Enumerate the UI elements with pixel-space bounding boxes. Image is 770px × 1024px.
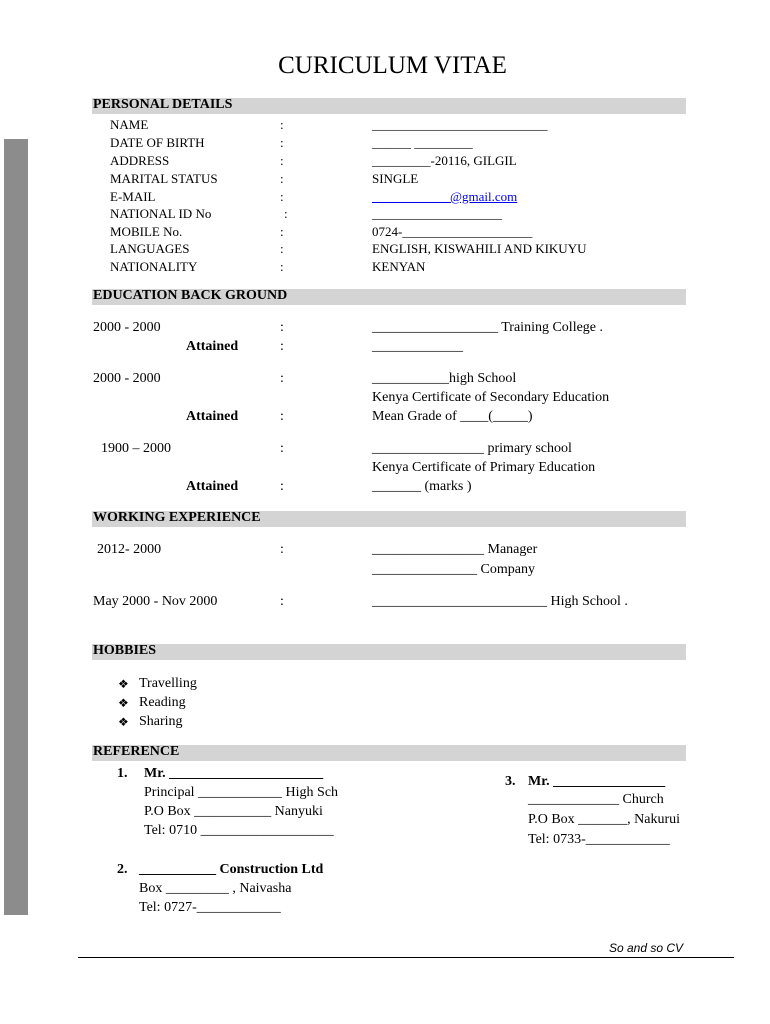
personal-label-dob: DATE OF BIRTH (110, 135, 205, 150)
work-2-line1: _________________________ High School . (372, 594, 628, 609)
personal-label-name: NAME (110, 117, 149, 132)
personal-label-marital: MARITAL STATUS (110, 171, 218, 186)
personal-sep-marital: : (280, 171, 284, 186)
personal-sep-dob: : (280, 135, 284, 150)
reference-2-name: ___________ Construction Ltd (139, 862, 324, 877)
section-heading-work: WORKING EXPERIENCE (93, 510, 261, 525)
personal-sep-mobile: : (280, 224, 284, 239)
personal-value-dob: ______ _________ (372, 135, 473, 150)
education-college-attained-sep: : (280, 339, 284, 354)
education-primary-years: 1900 – 2000 (101, 441, 171, 456)
education-primary-attained-sep: : (280, 479, 284, 494)
education-primary-cert: Kenya Certificate of Primary Education (372, 460, 596, 475)
personal-sep-name: : (280, 117, 284, 132)
reference-3-line2: P.O Box _______, Nakurui (528, 812, 681, 827)
section-bar-personal (92, 98, 686, 114)
personal-value-name: ___________________________ (372, 117, 548, 132)
personal-label-address: ADDRESS (110, 153, 170, 168)
personal-value-national-id: ____________________ (372, 206, 502, 221)
footer-text: So and so CV (609, 941, 684, 955)
personal-label-mobile: MOBILE No. (110, 224, 183, 239)
education-high-attained-label: Attained (186, 409, 239, 424)
reference-1-line3: Tel: 0710 ___________________ (144, 823, 334, 838)
work-2-years: May 2000 - Nov 2000 (93, 594, 218, 609)
education-primary-value: ________________ primary school (372, 441, 572, 456)
education-college-attained-label: Attained (186, 339, 239, 354)
education-primary-sep: : (280, 441, 284, 456)
hobby-item: Reading (139, 695, 186, 710)
education-primary-attained: _______ (marks ) (372, 479, 472, 494)
education-college-attained: _____________ (372, 339, 463, 354)
personal-sep-languages: : (280, 241, 284, 256)
reference-1-line2: P.O Box ___________ Nanyuki (144, 804, 323, 819)
work-2-sep: : (280, 594, 284, 609)
section-bar-reference (92, 745, 686, 761)
reference-1-name: Mr. ______________________ (144, 766, 324, 781)
reference-1-number: 1. (117, 766, 128, 781)
education-college-years: 2000 - 2000 (93, 320, 161, 335)
page-title: CURICULUM VITAE (278, 52, 507, 79)
reference-1-line1: Principal ____________ High Sch (144, 785, 339, 800)
personal-sep-email: : (280, 189, 284, 204)
education-high-sep: : (280, 371, 284, 386)
reference-3-line3: Tel: 0733-____________ (528, 832, 670, 847)
education-high-attained: Mean Grade of ____(_____) (372, 409, 533, 424)
section-bar-hobbies (92, 644, 686, 660)
footer-divider (78, 957, 734, 958)
hobby-item: Travelling (139, 676, 197, 691)
personal-label-languages: LANGUAGES (110, 241, 190, 256)
work-1-line2: _______________ Company (372, 562, 535, 577)
personal-sep-national-id: : (284, 206, 288, 221)
personal-value-nationality: KENYAN (372, 259, 426, 274)
section-heading-hobbies: HOBBIES (93, 643, 157, 658)
section-bar-education (92, 289, 686, 305)
personal-value-marital: SINGLE (372, 171, 419, 186)
personal-label-national-id: NATIONAL ID No (110, 206, 212, 221)
work-1-line1: ________________ Manager (372, 542, 538, 557)
left-side-bar (4, 139, 28, 915)
education-high-attained-sep: : (280, 409, 284, 424)
work-1-years: 2012- 2000 (97, 542, 162, 557)
personal-label-email: E-MAIL (110, 189, 156, 204)
bullet-diamond-icon: ❖ (118, 696, 129, 710)
work-1-sep: : (280, 542, 284, 557)
reference-2-line2: Tel: 0727-____________ (139, 900, 281, 915)
bullet-diamond-icon: ❖ (118, 677, 129, 691)
personal-value-languages: ENGLISH, KISWAHILI AND KIKUYU (372, 241, 587, 256)
section-heading-reference: REFERENCE (93, 744, 180, 759)
education-high-cert: Kenya Certificate of Secondary Education (372, 390, 610, 405)
section-heading-education: EDUCATION BACK GROUND (93, 288, 288, 303)
personal-label-nationality: NATIONALITY (110, 259, 198, 274)
personal-sep-nationality: : (280, 259, 284, 274)
education-primary-attained-label: Attained (186, 479, 239, 494)
bullet-diamond-icon: ❖ (118, 715, 129, 729)
reference-2-line1: Box _________ , Naivasha (139, 881, 292, 896)
section-heading-personal: PERSONAL DETAILS (93, 97, 233, 112)
personal-value-address: _________-20116, GILGIL (372, 153, 517, 168)
personal-sep-address: : (280, 153, 284, 168)
reference-3-line1: _____________ Church (528, 792, 664, 807)
reference-3-name: Mr. ________________ (528, 774, 666, 789)
reference-2-number: 2. (117, 862, 128, 877)
education-college-value: __________________ Training College . (372, 320, 604, 335)
education-high-value: ___________high School (372, 371, 517, 386)
education-college-sep: : (280, 320, 284, 335)
reference-3-number: 3. (505, 774, 516, 789)
email-link[interactable]: ____________@gmail.com (372, 189, 518, 204)
section-bar-work (92, 511, 686, 527)
personal-value-mobile: 0724-____________________ (372, 224, 533, 239)
education-high-years: 2000 - 2000 (93, 371, 161, 386)
hobby-item: Sharing (139, 714, 183, 729)
